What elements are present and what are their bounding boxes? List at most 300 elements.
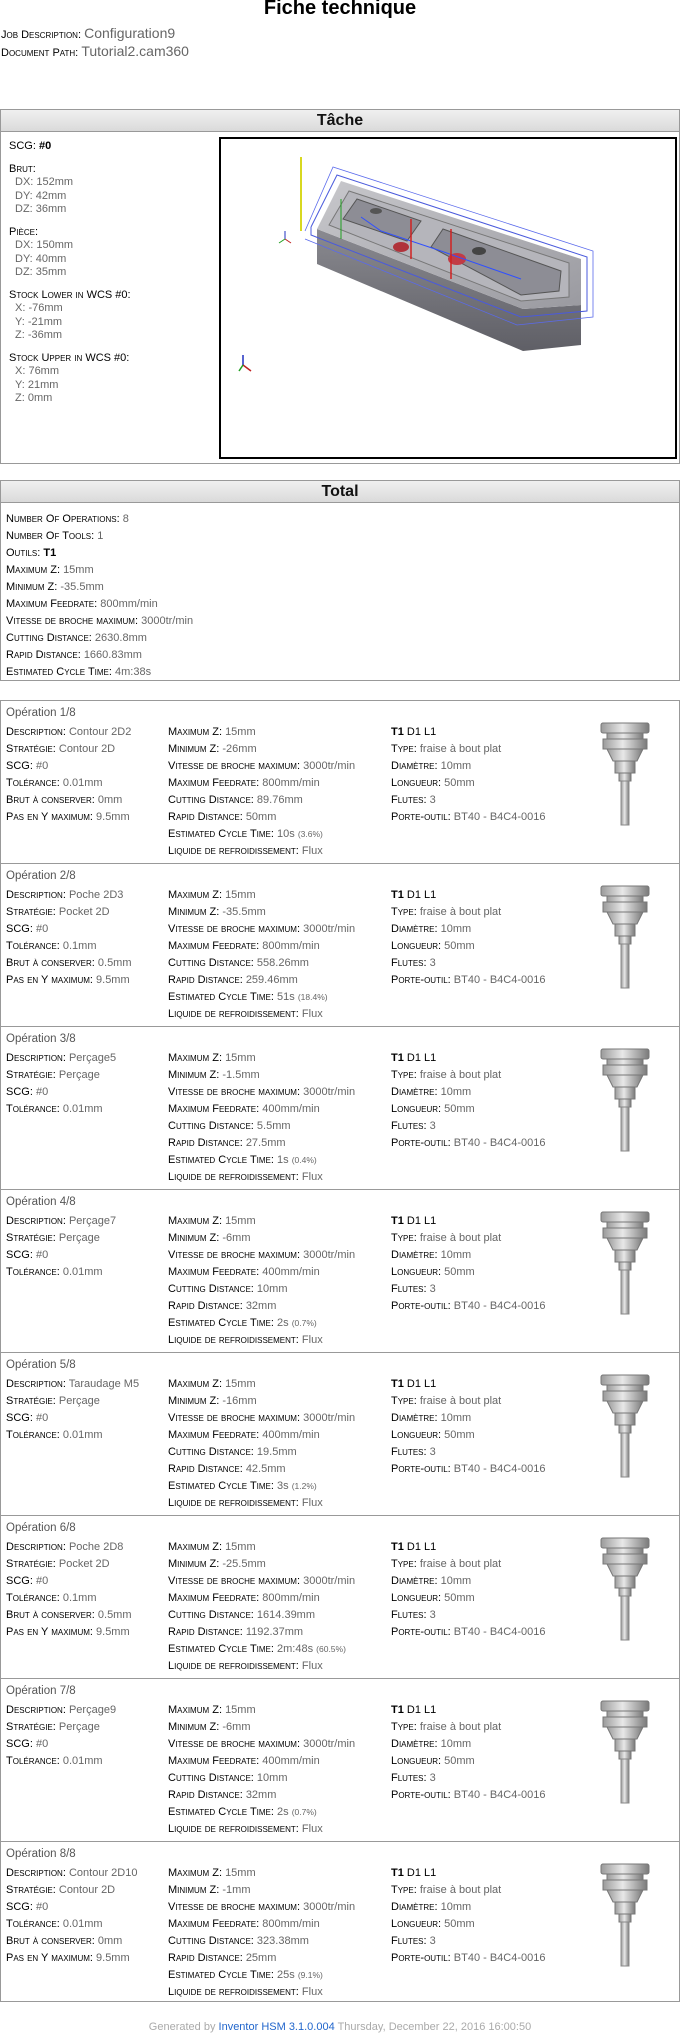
operation-block bbox=[1, 864, 679, 1027]
total-row-label: Rapid Distance: bbox=[6, 649, 81, 661]
op-description-value: Poche 2D3 bbox=[68, 889, 124, 901]
op-strategie bbox=[6, 1882, 166, 1899]
op-max-feed-value: 400mm/min bbox=[262, 1755, 320, 1767]
tool-porte-label: Porte-outil: bbox=[391, 1300, 451, 1312]
tool-header bbox=[391, 887, 591, 904]
operation-general bbox=[6, 1865, 166, 1967]
op-cutting-label: Cutting Distance: bbox=[168, 1772, 254, 1784]
operation-block bbox=[1, 1842, 679, 2005]
operation-block bbox=[1, 1027, 679, 1190]
tool-diametre bbox=[391, 758, 591, 775]
tool-porte-value: BT40 - B4C4-0016 bbox=[453, 974, 546, 986]
total-row-label: Outils: bbox=[6, 547, 41, 559]
op-rapid-label: Rapid Distance: bbox=[168, 1952, 243, 1964]
op-scg-label: SCG: bbox=[6, 1901, 33, 1913]
op-description-value: Contour 2D10 bbox=[68, 1867, 138, 1879]
op-min-z bbox=[168, 1882, 388, 1899]
op-vitesse-value: 3000tr/min bbox=[303, 1901, 356, 1913]
op-scg bbox=[6, 1247, 166, 1264]
tool-image bbox=[599, 1047, 651, 1153]
tool-porte-value: BT40 - B4C4-0016 bbox=[453, 1952, 546, 1964]
tool-type bbox=[391, 1067, 591, 1084]
tool-image bbox=[599, 1210, 651, 1316]
op-vitesse bbox=[168, 1736, 388, 1753]
op-cycle-percent: (0.7%) bbox=[291, 1807, 317, 1817]
op-strategie-label: Stratégie: bbox=[6, 1232, 56, 1244]
op-description bbox=[6, 1539, 166, 1556]
tool-image bbox=[599, 1699, 651, 1805]
operation-stats bbox=[168, 887, 388, 1023]
tool-id: T1 bbox=[391, 1378, 404, 1390]
tool-porte bbox=[391, 1787, 591, 1804]
tool-porte bbox=[391, 1624, 591, 1641]
op-cycle-value: 2s bbox=[277, 1806, 289, 1818]
op-scg bbox=[6, 758, 166, 775]
op-max-z-value: 15mm bbox=[225, 726, 256, 738]
op-liquide-value: Flux bbox=[301, 1823, 323, 1835]
tool-diametre-value: 10mm bbox=[440, 1086, 472, 1098]
op-min-z-value: -6mm bbox=[222, 1721, 251, 1733]
document-path-value: Tutorial2.cam360 bbox=[81, 43, 189, 59]
tool-diametre-value: 10mm bbox=[440, 1901, 472, 1913]
op-max-z-value: 15mm bbox=[225, 1704, 256, 1716]
op-description-label: Description: bbox=[6, 1541, 66, 1553]
tool-diametre bbox=[391, 1899, 591, 1916]
tool-id: T1 bbox=[391, 1704, 404, 1716]
tool-diametre-value: 10mm bbox=[440, 923, 472, 935]
op-rapid-value: 32mm bbox=[245, 1789, 277, 1801]
operation-general bbox=[6, 1213, 166, 1281]
op-tolerance-value: 0.01mm bbox=[62, 1103, 103, 1115]
tool-flutes-label: Flutes: bbox=[391, 957, 427, 969]
op-strategie-label: Stratégie: bbox=[6, 1395, 56, 1407]
op-cutting-value: 1614.39mm bbox=[256, 1609, 316, 1621]
op-min-z bbox=[168, 904, 388, 921]
op-rapid-label: Rapid Distance: bbox=[168, 1300, 243, 1312]
tool-diametre-value: 10mm bbox=[440, 1738, 472, 1750]
tool-type-label: Type: bbox=[391, 906, 417, 918]
op-max-feed bbox=[168, 1590, 388, 1607]
tool-flutes bbox=[391, 1444, 591, 1461]
tool-porte-label: Porte-outil: bbox=[391, 1626, 451, 1638]
op-min-z-label: Minimum Z: bbox=[168, 1069, 220, 1081]
tool-porte-label: Porte-outil: bbox=[391, 1789, 451, 1801]
op-brut-conserver bbox=[6, 792, 166, 809]
tool-longueur-value: 50mm bbox=[444, 1266, 475, 1278]
tool-diametre-label: Diamètre: bbox=[391, 1249, 438, 1261]
tool-image bbox=[599, 1373, 651, 1479]
tool-flutes bbox=[391, 1281, 591, 1298]
tool-flutes-label: Flutes: bbox=[391, 1283, 427, 1295]
brut-dy: DY: 42mm bbox=[15, 189, 67, 202]
tool-dl: D1 L1 bbox=[406, 1541, 437, 1553]
tool-longueur bbox=[391, 1264, 591, 1281]
op-rapid-value: 27.5mm bbox=[245, 1137, 286, 1149]
op-vitesse bbox=[168, 1899, 388, 1916]
tool-flutes bbox=[391, 1118, 591, 1135]
tool-porte bbox=[391, 1135, 591, 1152]
tool-dl: D1 L1 bbox=[406, 1378, 437, 1390]
tool-type-value: fraise à bout plat bbox=[419, 1721, 502, 1733]
op-min-z-label: Minimum Z: bbox=[168, 743, 220, 755]
op-liquide-label: Liquide de refroidissement: bbox=[168, 1334, 299, 1346]
op-strategie-value: Perçage bbox=[58, 1069, 100, 1081]
brut-dx: DX: 152mm bbox=[15, 176, 74, 188]
tool-flutes-value: 3 bbox=[429, 1120, 436, 1132]
op-pas-y-label: Pas en Y maximum: bbox=[6, 1952, 93, 1964]
tool-longueur-label: Longueur: bbox=[391, 1592, 442, 1604]
op-cycle-label: Estimated Cycle Time: bbox=[168, 1317, 274, 1329]
op-tolerance-value: 0.01mm bbox=[62, 777, 103, 789]
op-max-feed-label: Maximum Feedrate: bbox=[168, 1592, 260, 1604]
operation-tool bbox=[391, 1702, 591, 1804]
op-min-z-value: -26mm bbox=[222, 743, 257, 755]
footer-prefix: Generated by bbox=[148, 2021, 216, 2033]
op-liquide bbox=[168, 1821, 388, 1838]
op-pas-y-value: 9.5mm bbox=[96, 974, 130, 986]
op-description bbox=[6, 724, 166, 741]
op-max-z-label: Maximum Z: bbox=[168, 1704, 222, 1716]
op-tolerance-label: Tolérance: bbox=[6, 1755, 60, 1767]
op-rapid bbox=[168, 1135, 388, 1152]
op-liquide-value: Flux bbox=[301, 1171, 323, 1183]
tool-flutes bbox=[391, 1933, 591, 1950]
op-cycle-percent: (1.2%) bbox=[291, 1481, 317, 1491]
tool-id: T1 bbox=[391, 1052, 404, 1064]
tool-diametre-label: Diamètre: bbox=[391, 923, 438, 935]
op-tolerance-label: Tolérance: bbox=[6, 1266, 60, 1278]
tool-diametre bbox=[391, 921, 591, 938]
op-strategie bbox=[6, 1067, 166, 1084]
tool-type bbox=[391, 1556, 591, 1573]
op-description-value: Poche 2D8 bbox=[68, 1541, 124, 1553]
op-strategie bbox=[6, 904, 166, 921]
op-scg-value: #0 bbox=[35, 923, 49, 935]
op-pas-y bbox=[6, 1950, 166, 1967]
op-rapid-value: 42.5mm bbox=[245, 1463, 286, 1475]
op-cutting-value: 10mm bbox=[256, 1772, 288, 1784]
op-description bbox=[6, 1213, 166, 1230]
op-cycle-value: 51s bbox=[277, 991, 295, 1003]
op-tolerance bbox=[6, 1264, 166, 1281]
op-min-z bbox=[168, 1067, 388, 1084]
op-vitesse-label: Vitesse de broche maximum: bbox=[168, 923, 301, 935]
op-cycle bbox=[168, 1804, 388, 1821]
op-scg bbox=[6, 1410, 166, 1427]
tool-flutes-label: Flutes: bbox=[391, 1609, 427, 1621]
tool-longueur-label: Longueur: bbox=[391, 1755, 442, 1767]
op-cutting-label: Cutting Distance: bbox=[168, 1283, 254, 1295]
total-row-value: 15mm bbox=[63, 564, 94, 576]
op-pas-y-label: Pas en Y maximum: bbox=[6, 811, 93, 823]
tool-type-label: Type: bbox=[391, 1232, 417, 1244]
op-vitesse-label: Vitesse de broche maximum: bbox=[168, 1412, 301, 1424]
op-max-feed-label: Maximum Feedrate: bbox=[168, 1103, 260, 1115]
op-strategie-value: Perçage bbox=[58, 1232, 100, 1244]
operation-general bbox=[6, 1050, 166, 1118]
operation-tool bbox=[391, 1865, 591, 1967]
op-cycle bbox=[168, 1315, 388, 1332]
op-cutting-value: 323.38mm bbox=[256, 1935, 309, 1947]
op-scg bbox=[6, 1573, 166, 1590]
op-vitesse-value: 3000tr/min bbox=[303, 1575, 356, 1587]
op-vitesse-value: 3000tr/min bbox=[303, 923, 356, 935]
op-max-z bbox=[168, 887, 388, 904]
operation-block bbox=[1, 1190, 679, 1353]
tool-porte-label: Porte-outil: bbox=[391, 1952, 451, 1964]
op-cutting-value: 10mm bbox=[256, 1283, 288, 1295]
total-row bbox=[6, 579, 679, 596]
op-tolerance-value: 0.01mm bbox=[62, 1266, 103, 1278]
op-rapid-label: Rapid Distance: bbox=[168, 1137, 243, 1149]
op-max-feed-value: 800mm/min bbox=[262, 1592, 320, 1604]
op-liquide bbox=[168, 1006, 388, 1023]
total-panel bbox=[0, 480, 680, 681]
op-max-feed bbox=[168, 1916, 388, 1933]
total-row-label: Estimated Cycle Time: bbox=[6, 666, 112, 678]
op-tolerance bbox=[6, 1916, 166, 1933]
tool-id: T1 bbox=[391, 1867, 404, 1879]
operation-general bbox=[6, 1376, 166, 1444]
brut-dz: DZ: 36mm bbox=[15, 203, 67, 215]
total-row-value: 800mm/min bbox=[100, 598, 158, 610]
op-brut-conserver-value: 0mm bbox=[97, 1935, 123, 1947]
tool-porte bbox=[391, 1298, 591, 1315]
tool-porte bbox=[391, 1950, 591, 1967]
op-max-z bbox=[168, 1213, 388, 1230]
tool-diametre-label: Diamètre: bbox=[391, 760, 438, 772]
op-vitesse-value: 3000tr/min bbox=[303, 1086, 356, 1098]
op-rapid-value: 25mm bbox=[245, 1952, 277, 1964]
op-tolerance bbox=[6, 1590, 166, 1607]
op-scg-label: SCG: bbox=[6, 1249, 33, 1261]
stock-upper-z: Z: 0mm bbox=[15, 392, 53, 404]
tool-longueur-label: Longueur: bbox=[391, 777, 442, 789]
op-tolerance-value: 0.01mm bbox=[62, 1755, 103, 1767]
tool-type bbox=[391, 1882, 591, 1899]
op-min-z-value: -1.5mm bbox=[222, 1069, 260, 1081]
tool-longueur bbox=[391, 1101, 591, 1118]
op-cycle-label: Estimated Cycle Time: bbox=[168, 1480, 274, 1492]
tool-longueur-value: 50mm bbox=[444, 1103, 475, 1115]
op-scg-label: SCG: bbox=[6, 1412, 33, 1424]
op-cycle-percent: (18.4%) bbox=[297, 992, 328, 1002]
tool-diametre bbox=[391, 1410, 591, 1427]
op-rapid-label: Rapid Distance: bbox=[168, 974, 243, 986]
piece-dz: DZ: 35mm bbox=[15, 266, 67, 278]
op-max-feed-value: 400mm/min bbox=[262, 1429, 320, 1441]
tool-flutes-label: Flutes: bbox=[391, 1772, 427, 1784]
op-tolerance bbox=[6, 1101, 166, 1118]
operation-tool bbox=[391, 1376, 591, 1478]
op-vitesse-label: Vitesse de broche maximum: bbox=[168, 760, 301, 772]
op-tolerance bbox=[6, 775, 166, 792]
op-min-z-value: -1mm bbox=[222, 1884, 251, 1896]
op-strategie-label: Stratégie: bbox=[6, 1558, 56, 1570]
tool-flutes-label: Flutes: bbox=[391, 1120, 427, 1132]
operation-general bbox=[6, 887, 166, 989]
op-max-z bbox=[168, 1865, 388, 1882]
tool-header bbox=[391, 1050, 591, 1067]
op-cutting bbox=[168, 1933, 388, 1950]
op-rapid bbox=[168, 1787, 388, 1804]
op-description-value: Taraudage M5 bbox=[68, 1378, 140, 1390]
op-vitesse bbox=[168, 1084, 388, 1101]
op-rapid bbox=[168, 1624, 388, 1641]
op-cutting-value: 5.5mm bbox=[256, 1120, 291, 1132]
tool-longueur-label: Longueur: bbox=[391, 1103, 442, 1115]
operation-stats bbox=[168, 1050, 388, 1186]
op-min-z bbox=[168, 741, 388, 758]
op-brut-conserver bbox=[6, 955, 166, 972]
op-max-feed bbox=[168, 1264, 388, 1281]
operation-header: Opération 8/8 bbox=[6, 1848, 76, 1860]
operation-general bbox=[6, 724, 166, 826]
op-description-label: Description: bbox=[6, 726, 66, 738]
op-max-z bbox=[168, 1050, 388, 1067]
op-max-feed-label: Maximum Feedrate: bbox=[168, 1755, 260, 1767]
op-max-feed-value: 800mm/min bbox=[262, 777, 320, 789]
tool-header bbox=[391, 724, 591, 741]
total-row bbox=[6, 562, 679, 579]
tool-id: T1 bbox=[391, 726, 404, 738]
op-liquide-label: Liquide de refroidissement: bbox=[168, 1171, 299, 1183]
operation-stats bbox=[168, 1702, 388, 1838]
tool-type-label: Type: bbox=[391, 1395, 417, 1407]
op-strategie-label: Stratégie: bbox=[6, 906, 56, 918]
op-cycle-percent: (0.7%) bbox=[291, 1318, 317, 1328]
op-cycle-label: Estimated Cycle Time: bbox=[168, 1154, 274, 1166]
op-scg bbox=[6, 921, 166, 938]
operation-header: Opération 5/8 bbox=[6, 1359, 76, 1371]
op-description-label: Description: bbox=[6, 889, 66, 901]
op-cycle-percent: (9.1%) bbox=[297, 1970, 323, 1980]
op-liquide-label: Liquide de refroidissement: bbox=[168, 1986, 299, 1998]
op-max-z-value: 15mm bbox=[225, 1378, 256, 1390]
tool-porte-value: BT40 - B4C4-0016 bbox=[453, 1300, 546, 1312]
total-row-label: Number Of Operations: bbox=[6, 513, 120, 525]
operation-stats bbox=[168, 1376, 388, 1512]
operation-header: Opération 7/8 bbox=[6, 1685, 76, 1697]
op-tolerance-value: 0.1mm bbox=[62, 940, 97, 952]
op-vitesse bbox=[168, 758, 388, 775]
footer bbox=[0, 2021, 680, 2033]
op-rapid-label: Rapid Distance: bbox=[168, 1789, 243, 1801]
op-strategie-label: Stratégie: bbox=[6, 1884, 56, 1896]
tool-type-label: Type: bbox=[391, 1721, 417, 1733]
tool-porte-label: Porte-outil: bbox=[391, 974, 451, 986]
tool-type bbox=[391, 904, 591, 921]
op-vitesse-value: 3000tr/min bbox=[303, 1738, 356, 1750]
tool-porte-value: BT40 - B4C4-0016 bbox=[453, 1463, 546, 1475]
op-vitesse bbox=[168, 1573, 388, 1590]
op-cutting-label: Cutting Distance: bbox=[168, 1935, 254, 1947]
op-max-z-label: Maximum Z: bbox=[168, 1378, 222, 1390]
op-min-z-label: Minimum Z: bbox=[168, 1721, 220, 1733]
op-max-feed-value: 800mm/min bbox=[262, 1918, 320, 1930]
op-brut-conserver bbox=[6, 1933, 166, 1950]
op-max-z bbox=[168, 1539, 388, 1556]
tool-diametre bbox=[391, 1573, 591, 1590]
op-vitesse-label: Vitesse de broche maximum: bbox=[168, 1249, 301, 1261]
tool-longueur-label: Longueur: bbox=[391, 1429, 442, 1441]
op-max-feed-value: 400mm/min bbox=[262, 1266, 320, 1278]
op-cycle bbox=[168, 1641, 388, 1658]
stock-lower-label: Stock Lower in WCS #0: bbox=[9, 288, 131, 301]
op-tolerance-label: Tolérance: bbox=[6, 1429, 60, 1441]
op-liquide-label: Liquide de refroidissement: bbox=[168, 845, 299, 857]
operation-tool bbox=[391, 1050, 591, 1152]
op-tolerance bbox=[6, 1427, 166, 1444]
op-description bbox=[6, 1050, 166, 1067]
op-description bbox=[6, 887, 166, 904]
op-cutting-label: Cutting Distance: bbox=[168, 957, 254, 969]
op-description-label: Description: bbox=[6, 1215, 66, 1227]
op-cutting bbox=[168, 1444, 388, 1461]
operation-tool bbox=[391, 1213, 591, 1315]
op-vitesse-value: 3000tr/min bbox=[303, 760, 356, 772]
operation-header: Opération 2/8 bbox=[6, 870, 76, 882]
tool-type-value: fraise à bout plat bbox=[419, 1884, 502, 1896]
total-row bbox=[6, 596, 679, 613]
tool-flutes-label: Flutes: bbox=[391, 1446, 427, 1458]
op-cutting-value: 19.5mm bbox=[256, 1446, 297, 1458]
op-rapid bbox=[168, 809, 388, 826]
op-cutting bbox=[168, 955, 388, 972]
job-description-label: Job Description: bbox=[1, 29, 82, 41]
generator-link[interactable]: Inventor HSM 3.1.0.004 bbox=[218, 2021, 335, 2033]
tool-longueur-value: 50mm bbox=[444, 1755, 475, 1767]
tool-diametre-value: 10mm bbox=[440, 1412, 472, 1424]
op-tolerance-label: Tolérance: bbox=[6, 1918, 60, 1930]
op-max-z-value: 15mm bbox=[225, 1215, 256, 1227]
stock-upper-x: X: 76mm bbox=[15, 365, 60, 377]
op-liquide-label: Liquide de refroidissement: bbox=[168, 1497, 299, 1509]
op-vitesse bbox=[168, 1247, 388, 1264]
operation-stats bbox=[168, 1213, 388, 1349]
piece-dx: DX: 150mm bbox=[15, 239, 74, 251]
op-description-label: Description: bbox=[6, 1867, 66, 1879]
scg-label: SCG: bbox=[9, 140, 36, 152]
tool-id: T1 bbox=[391, 1215, 404, 1227]
op-rapid-label: Rapid Distance: bbox=[168, 1626, 243, 1638]
op-max-z bbox=[168, 1376, 388, 1393]
op-liquide-value: Flux bbox=[301, 845, 323, 857]
op-description bbox=[6, 1702, 166, 1719]
op-cutting bbox=[168, 1607, 388, 1624]
total-row bbox=[6, 630, 679, 647]
operation-block bbox=[1, 1353, 679, 1516]
tool-porte bbox=[391, 972, 591, 989]
tool-flutes-value: 3 bbox=[429, 1772, 436, 1784]
tool-dl: D1 L1 bbox=[406, 889, 437, 901]
op-vitesse-value: 3000tr/min bbox=[303, 1412, 356, 1424]
tool-flutes-value: 3 bbox=[429, 1446, 436, 1458]
op-max-feed bbox=[168, 938, 388, 955]
tool-dl: D1 L1 bbox=[406, 726, 437, 738]
op-scg-value: #0 bbox=[35, 1575, 49, 1587]
op-strategie bbox=[6, 1556, 166, 1573]
total-row-label: Number Of Tools: bbox=[6, 530, 95, 542]
op-max-z-label: Maximum Z: bbox=[168, 889, 222, 901]
tool-header bbox=[391, 1539, 591, 1556]
tool-flutes-value: 3 bbox=[429, 1283, 436, 1295]
op-cycle-label: Estimated Cycle Time: bbox=[168, 991, 274, 1003]
job-description-value: Configuration9 bbox=[84, 25, 176, 41]
op-max-z-value: 15mm bbox=[225, 1541, 256, 1553]
op-pas-y-label: Pas en Y maximum: bbox=[6, 1626, 93, 1638]
op-strategie-value: Perçage bbox=[58, 1395, 100, 1407]
